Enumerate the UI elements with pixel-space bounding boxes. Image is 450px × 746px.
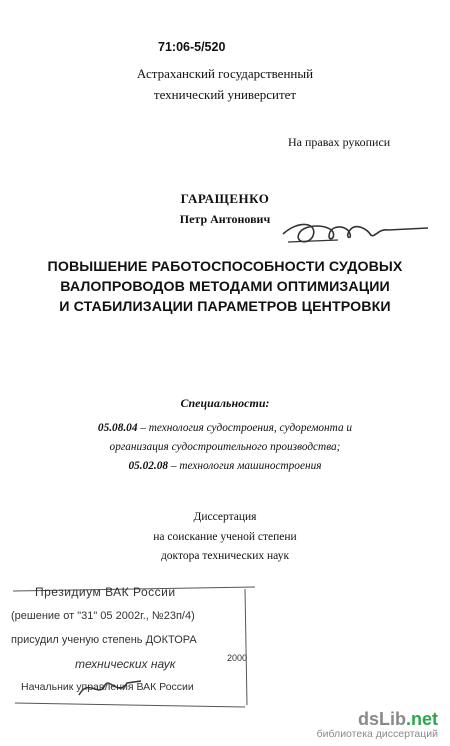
stamp-line1: Президиум ВАК России	[35, 585, 176, 599]
site-logo[interactable]	[317, 710, 438, 740]
stamp-line4: технических наук	[75, 657, 176, 671]
degree-line3: доктора технических наук	[160, 550, 290, 562]
logo-brand	[317, 710, 438, 728]
title-line2: ВАЛОПРОВОДОВ МЕТОДАМИ ОПТИМИЗАЦИИ	[60, 279, 390, 295]
logo-brand-b: .net	[405, 709, 438, 729]
specialty-text: – технология машиностроения	[168, 460, 322, 472]
stamp-line3: присудил ученую степень ДОКТОРА	[11, 634, 197, 646]
vak-stamp	[5, 583, 270, 713]
specialty-code: 05.02.08	[128, 460, 169, 472]
title-line1: ПОВЫШЕНИЕ РАБОТОСПОСОБНОСТИ СУДОВЫХ	[47, 259, 403, 275]
dissertation-title	[0, 257, 450, 317]
university-name-line2: технический университет	[153, 87, 297, 102]
stamp-signature-icon	[75, 673, 145, 703]
degree-statement	[0, 508, 450, 567]
specialties-heading: Специальности:	[180, 396, 270, 410]
specialty-line	[0, 438, 450, 457]
author-last-name: ГАРАЩЕНКО	[180, 191, 270, 206]
degree-line1: Диссертация	[193, 511, 257, 523]
stamp-year: 2000	[227, 653, 248, 663]
catalog-code: 71:06-5/520	[158, 40, 226, 54]
title-line3: И СТАБИЛИЗАЦИИ ПАРАМЕТРОВ ЦЕНТРОВКИ	[59, 299, 391, 315]
logo-tagline: библиотека диссертаций	[316, 728, 438, 740]
author-first-names: Петр Антонович	[179, 212, 271, 226]
rights-note: На правах рукописи	[288, 135, 391, 149]
specialty-line	[0, 419, 450, 438]
degree-line2: на соискание ученой степени	[153, 530, 297, 543]
logo-brand-a: dsLib	[357, 709, 406, 729]
specialty-text: организация судостроительного производства;	[109, 441, 341, 453]
specialty-line	[0, 457, 450, 476]
specialty-text: – технология судостроения, судоремонта и	[137, 422, 353, 434]
stamp-line5: Начальник управления ВАК России	[21, 681, 194, 693]
signature-icon	[278, 212, 438, 252]
specialties-list	[0, 419, 450, 476]
stamp-line2: (решение от "31" 05 2002г., №23п/4)	[11, 610, 195, 622]
specialty-code: 05.08.04	[97, 422, 138, 434]
university-name-line1: Астраханский государственный	[136, 66, 314, 81]
